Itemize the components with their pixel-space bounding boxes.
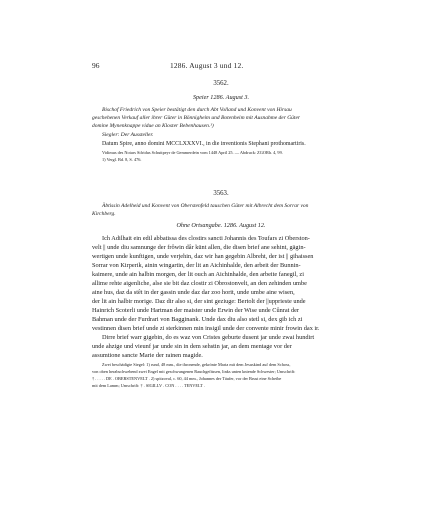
summary-line: domine Mynenknappe vidue an Kloster Bebenhausen.¹) [92, 123, 214, 129]
charter-text-line: Bahman unde der Furdrari von Bagginank. Unde dax diu also stetl si, dex gib ich zi [92, 316, 303, 323]
charter-text-line: Dirre brief warr gigebin, do es waz von Cristes geburte dusent jar unde zwai hundirt [102, 334, 315, 341]
charter-text-line: der lit ain halbir morige. Daz dir also si, der sint geziuge: Bertolt der ||upprieste unde [92, 298, 306, 305]
charter-3563 [92, 190, 350, 440]
summary-line: Äbtissin Adelheid und Konvent von Oberstenfeld tauschen Güter mit Albrecht dem Sorrar von [102, 203, 309, 209]
charter-text-line: unde ahzige und vieunf jar unde sin in dem sehstin jar, an dem mentage vor der [92, 343, 292, 350]
charter-number: 3562. [213, 80, 229, 87]
summary-line: Kirchberg. [92, 211, 116, 217]
charter-text-line: Hainrich Scoterli unde Hartman der maister unde Erwin der Wise unde Cûnrat der [92, 307, 300, 314]
charter-text-line: Ich Adilhait ein edil abbatissa des clostirs sancti Johannis des Toufars zi Oberston- [102, 235, 310, 242]
summary-line: geschehenen Verkauf aller ihrer Güter in Bönnigheim und Botenheim mit Ausnahme der Güter [92, 115, 301, 121]
dating-clause: Datum Spire, anno domini MCCLXXXVI., in die inventionis Stephani prothomartiris. [102, 141, 306, 147]
summary-line: Bischof Friedrich von Speier bestätigt den durch Abt Volland und Konvent von Hirsau [102, 107, 292, 113]
seal-note-line: von oben herabschwebend zwei Engel mit geschwungenen Rauchgefässen, links unten kniende Schwester; Umschrift: [92, 369, 296, 374]
charter-text-line: Sorrar von Kirperik, ainin wingartin, der lit an Aichinhalde, den arbeit der Bunnin- [92, 262, 301, 269]
charter-place-date: Ohne Ortsangabe. 1286. August 12. [176, 222, 266, 229]
charter-place-date: Speier 1286. August 3. [192, 94, 250, 101]
seal-note-line: † . . . . . DE . OBERSTENVELT . 2) spitzoval, c. 60, 44 mm., Johannes der Täufer, vor der Brust eine Scheibe [92, 376, 282, 381]
charter-text-line: wertigen unde kunftigen, unde verjehin, daz wir han gegebin Albreht, der ist || gihaissen [92, 253, 314, 260]
source-note: Vidimus des Notars Sifridus Schuttpeyr de Gemmerdein vom 1448 April 25. — Abdruck: ZGORh. 4, 99. [102, 150, 283, 155]
charter-text-line: assumtione sancte Marie der rainen magide. [92, 352, 203, 359]
footnote: 1) Vergl. Bd. 8, S. 476. [102, 157, 142, 162]
seal-note-line: mit dem Lamm; Umschrift: † . SIGILLV . CON . . . . TENVELT . [92, 383, 205, 388]
charter-text-line: vestinnen disen brief unde zi sterkinnen min insigil unde der convente minir frowin dax ir. [92, 325, 320, 332]
charter-3562 [92, 80, 350, 180]
charter-text-line: allime rehte aigenliche, alse sie bit daz clostir zi Obrostonvelt, an den zehinden umbe [92, 280, 307, 287]
page-header [92, 61, 348, 71]
charter-number: 3563. [213, 190, 229, 197]
charter-text-line: aine hus, daz da stêt in der gassin unde daz dar zoo horit, unde umbe aine wisen, [92, 289, 295, 296]
seal-note-line: Zwei beschädigte Siegel: 1) rund, 48 mm., die thronende, gekrönte Maria mit dem Jesuskind auf dem Schoss, [102, 362, 291, 367]
running-head: 1286. August 3 und 12. [170, 61, 244, 70]
charter-text-line: kaimere, unde ain halbin morgen, der lit ouch an Aichinhalde, den arbeite fanegil, zi [92, 271, 304, 278]
page-number: 96 [92, 61, 100, 70]
sealer-line: Siegler: Der Aussteller. [102, 132, 154, 138]
charter-text-line: velt || unde diu samnunge der frôwin dâr künt allen, die disen brief ane sehint, gägin- [92, 244, 306, 251]
